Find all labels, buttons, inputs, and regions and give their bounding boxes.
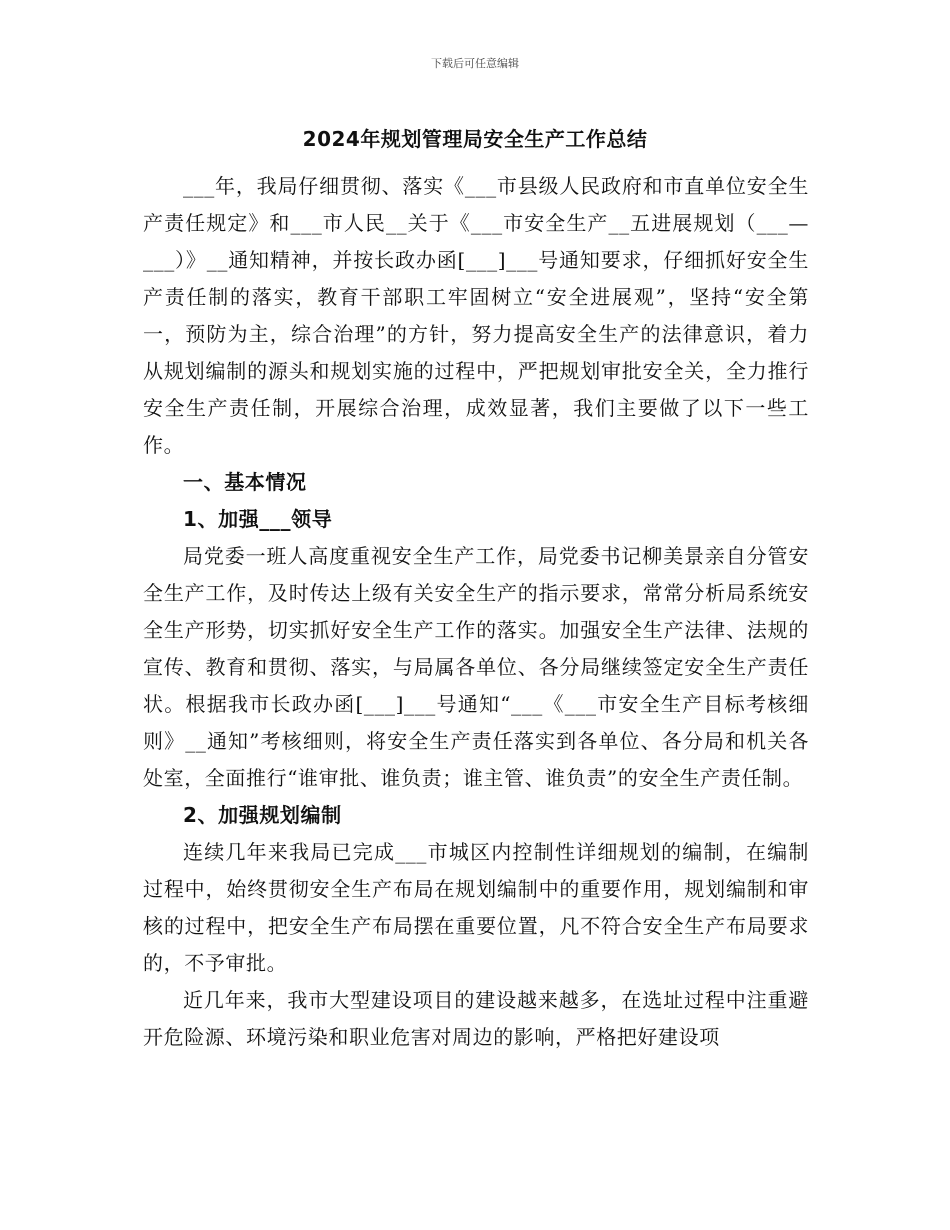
document-title: 2024年规划管理局安全生产工作总结 (302, 127, 648, 151)
section-heading-basic-situation: 一、基本情况 (183, 470, 307, 494)
document-body (143, 168, 809, 1056)
paragraph-planning: 连续几年来我局已完成___市城区内控制性详细规划的编制，在编制过程中，始终贯彻安全生产布局在规划编制中的重要作用，规划编制和审核的过程中，把安全生产布局摆在重要位置，凡不符合安全生产布局要求的，不予审批。 (143, 840, 809, 975)
paragraph-leadership: 局党委一班人高度重视安全生产工作，局党委书记柳美景亲自分管安全生产工作，及时传达上级有关安全生产的指示要求，常常分析局系统安全生产形势，切实抓好安全生产工作的落实。加强安全生产法律、法规的宣传、教育和贯彻、落实，与局属各单位、各分局继续签定安全生产责任状。根据我市长政办函[___]___号通知“___《___市安全生产目标考核细则》__通知”考核细则，将安全生产责任落实到各单位、各分局和机关各处室，全面推行“谁审批、谁负责；谁主管、谁负责”的安全生产责任制。 (143, 544, 809, 790)
subsection-heading-leadership: 1、加强___领导 (183, 507, 333, 531)
paragraph-projects: 近几年来，我市大型建设项目的建设越来越多，在选址过程中注重避开危险源、环境污染和职业危害对周边的影响，严格把好建设项 (143, 988, 809, 1049)
header-note: 下载后可任意编辑 (431, 57, 519, 70)
paragraph-intro: ___年，我局仔细贯彻、落实《___市县级人民政府和市直单位安全生产责任规定》和___市人民__关于《___市安全生产__五进展规划（___—___）》__通知精神，并按长政办函[___]___号通知要求，仔细抓好安全生产责任制的落实，教育干部职工牢固树立“安全进展观”，坚持“安全第一，预防为主，综合治理”的方针，努力提高安全生产的法律意识，着力从规划编制的源头和规划实施的过程中，严把规划审批安全关，全力推行安全生产责任制，开展综合治理，成效显著，我们主要做了以下一些工作。 (143, 174, 809, 457)
subsection-heading-planning: 2、加强规划编制 (183, 803, 342, 827)
